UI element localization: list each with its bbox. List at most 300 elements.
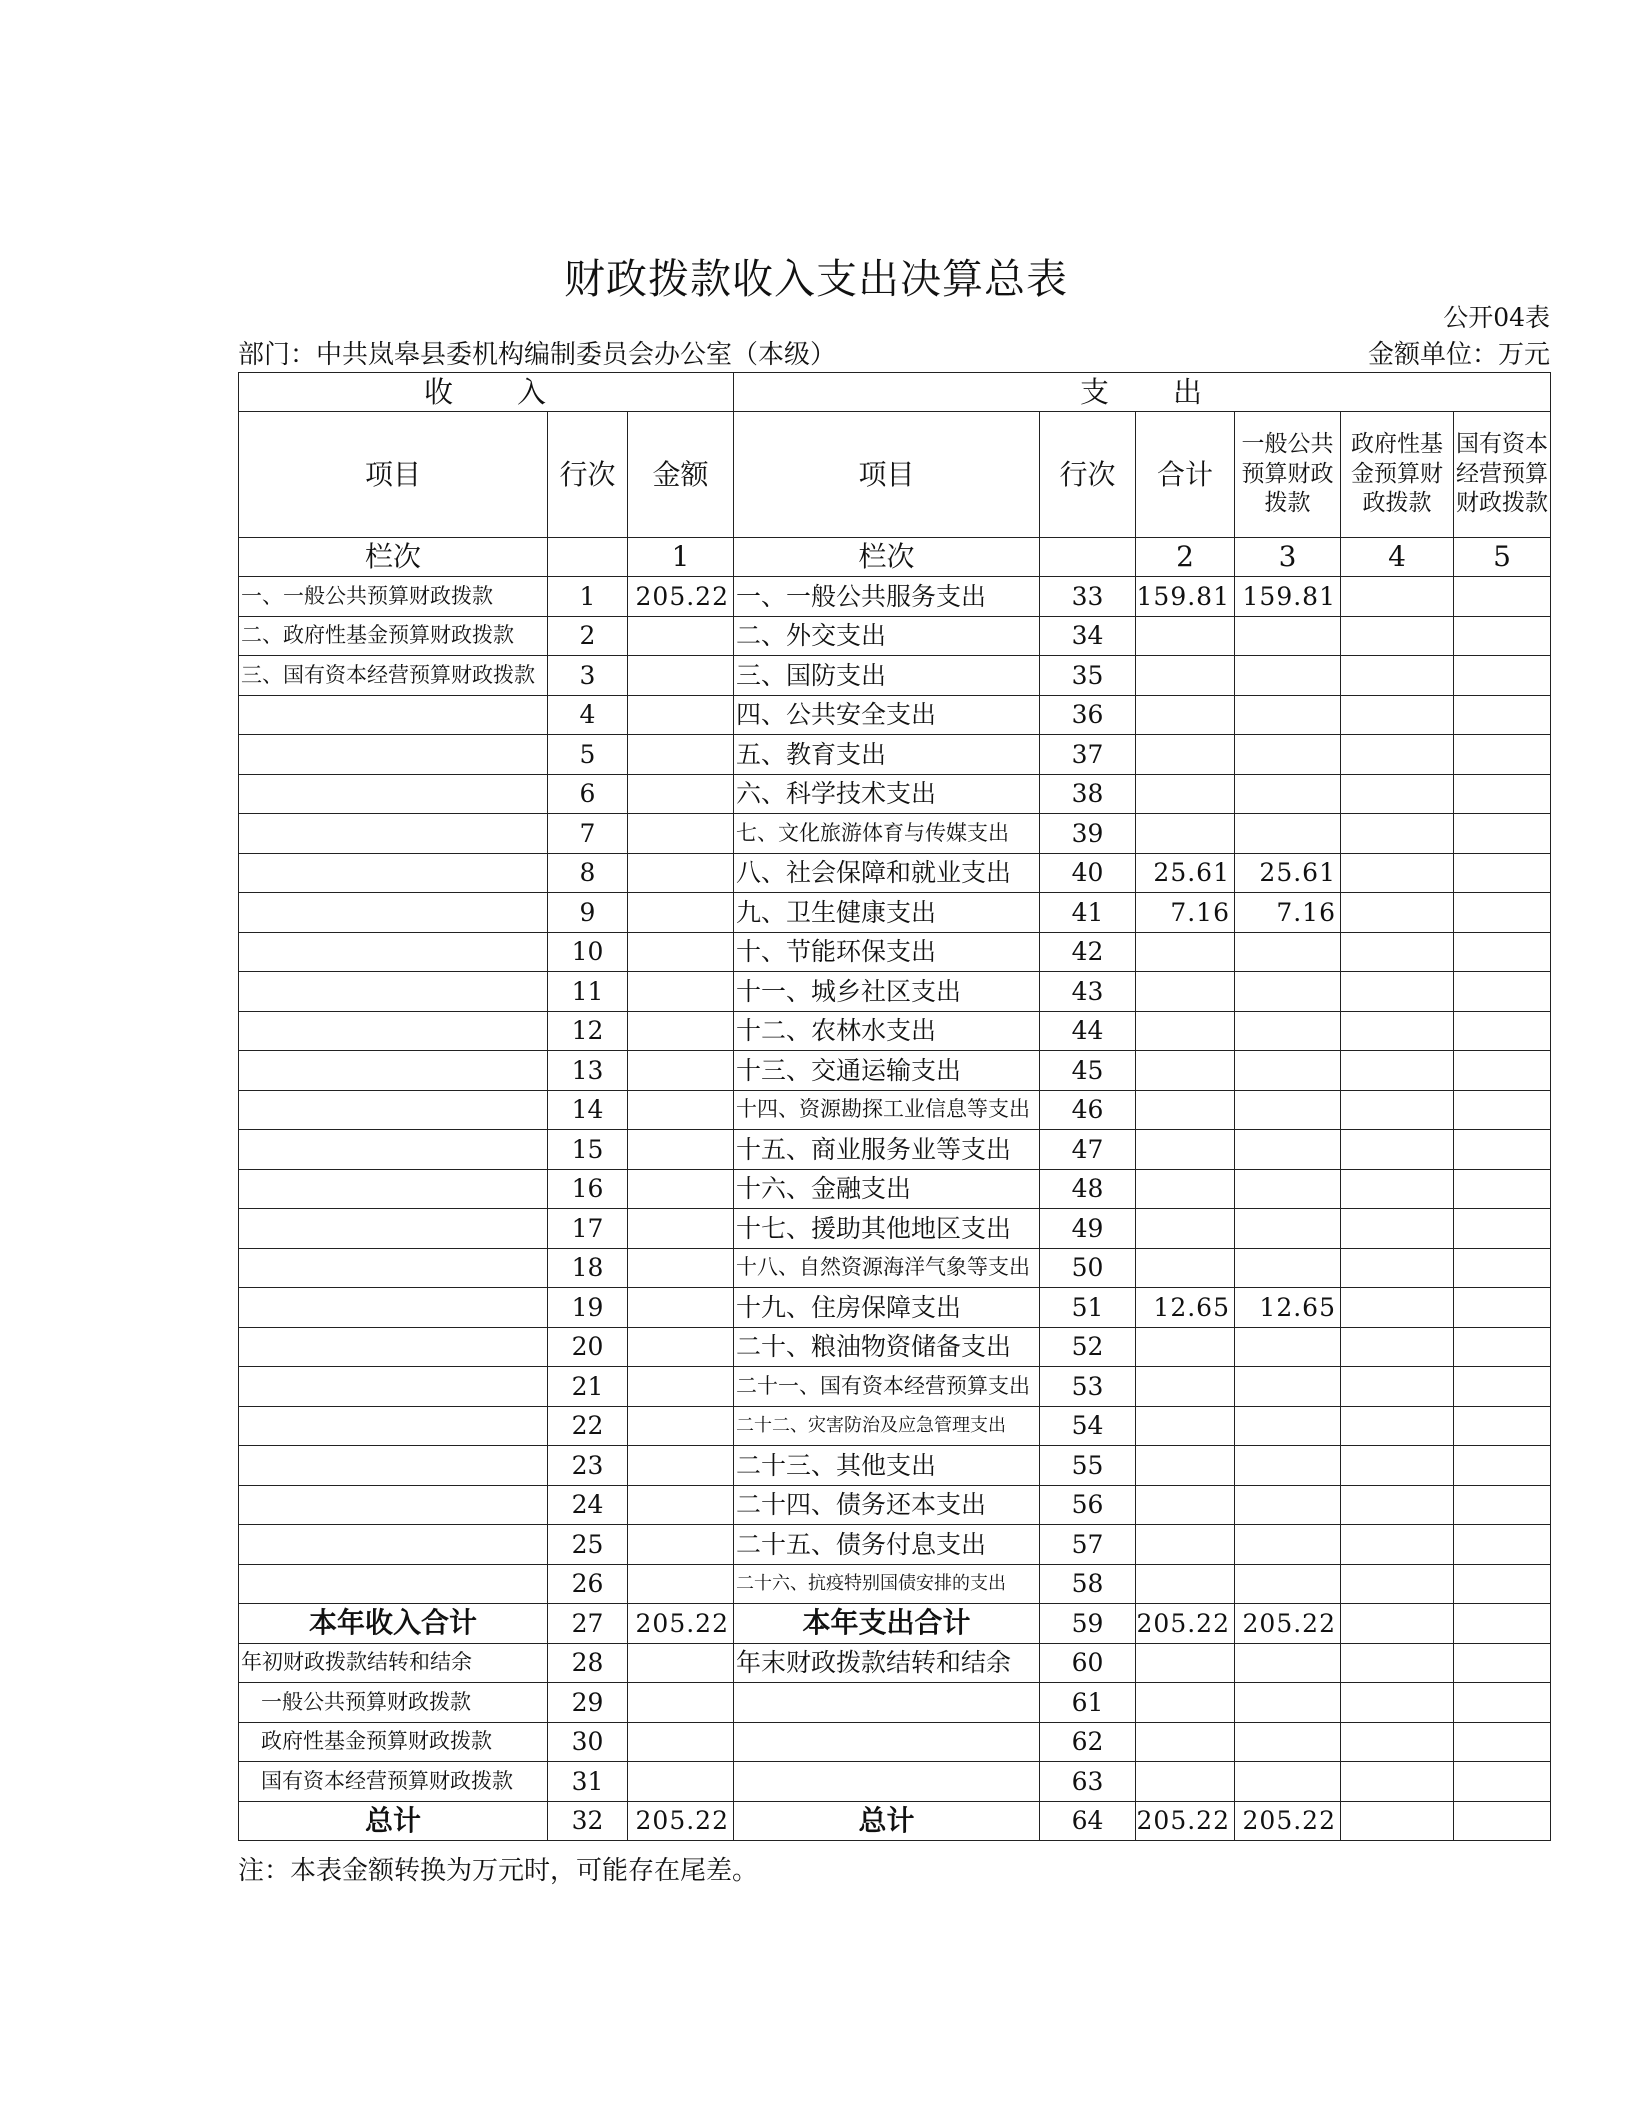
table-row bbox=[239, 1169, 1551, 1209]
table-row bbox=[239, 853, 1551, 893]
total-amount bbox=[1136, 1051, 1235, 1091]
general-budget-amount bbox=[1235, 932, 1341, 972]
income-row-no: 6 bbox=[548, 774, 628, 814]
expense-row-no: 43 bbox=[1040, 972, 1136, 1012]
expense-item: 二十三、其他支出 bbox=[734, 1446, 1040, 1486]
expense-row-no: 33 bbox=[1040, 577, 1136, 617]
expense-item: 十九、住房保障支出 bbox=[734, 1288, 1040, 1328]
income-amount bbox=[628, 1130, 734, 1170]
fund-budget-amount bbox=[1341, 1051, 1454, 1091]
income-row-no: 30 bbox=[548, 1722, 628, 1762]
income-item bbox=[239, 735, 548, 775]
total-amount bbox=[1136, 1090, 1235, 1130]
general-budget-amount bbox=[1235, 1683, 1341, 1723]
expense-item: 十七、援助其他地区支出 bbox=[734, 1209, 1040, 1249]
finance-summary-table bbox=[238, 372, 1551, 1841]
fund-budget-amount bbox=[1341, 1011, 1454, 1051]
income-row-no: 17 bbox=[548, 1209, 628, 1249]
fund-budget-amount bbox=[1341, 695, 1454, 735]
income-amount bbox=[628, 1485, 734, 1525]
income-item bbox=[239, 1051, 548, 1091]
table-row bbox=[239, 1130, 1551, 1170]
general-budget-amount bbox=[1235, 1485, 1341, 1525]
general-budget-amount bbox=[1235, 1525, 1341, 1565]
expense-row-no: 35 bbox=[1040, 656, 1136, 696]
income-amount bbox=[628, 774, 734, 814]
state-capital-amount bbox=[1454, 1446, 1551, 1486]
income-amount bbox=[628, 1327, 734, 1367]
income-row-no: 21 bbox=[548, 1367, 628, 1407]
expense-item: 十六、金融支出 bbox=[734, 1169, 1040, 1209]
state-capital-header: 国有资本经营预算财政拨款 bbox=[1454, 412, 1551, 538]
table-row bbox=[239, 1485, 1551, 1525]
expense-item: 十三、交通运输支出 bbox=[734, 1051, 1040, 1091]
general-budget-amount bbox=[1235, 1722, 1341, 1762]
report-title: 财政拨款收入支出决算总表 bbox=[564, 255, 1068, 303]
state-capital-amount bbox=[1454, 577, 1551, 617]
state-capital-amount bbox=[1454, 893, 1551, 933]
fund-budget-amount bbox=[1341, 616, 1454, 656]
income-row-no: 2 bbox=[548, 616, 628, 656]
col-index-1: 1 bbox=[628, 538, 734, 577]
expense-row-no: 54 bbox=[1040, 1406, 1136, 1446]
income-lanci-label: 栏次 bbox=[239, 538, 548, 577]
table-row bbox=[239, 1209, 1551, 1249]
expense-item: 年末财政拨款结转和结余 bbox=[734, 1643, 1040, 1683]
general-budget-amount bbox=[1235, 1248, 1341, 1288]
expense-item: 总计 bbox=[734, 1801, 1040, 1841]
table-row bbox=[239, 1604, 1551, 1644]
fund-budget-amount bbox=[1341, 1248, 1454, 1288]
table-row bbox=[239, 656, 1551, 696]
expense-item: 三、国防支出 bbox=[734, 656, 1040, 696]
income-row-no: 11 bbox=[548, 972, 628, 1012]
total-amount bbox=[1136, 814, 1235, 854]
income-amount bbox=[628, 1762, 734, 1802]
income-amount bbox=[628, 1288, 734, 1328]
income-item bbox=[239, 1327, 548, 1367]
total-amount bbox=[1136, 1248, 1235, 1288]
table-row bbox=[239, 735, 1551, 775]
income-item: 二、政府性基金预算财政拨款 bbox=[239, 616, 548, 656]
expense-row-no-header: 行次 bbox=[1040, 412, 1136, 538]
income-item bbox=[239, 1406, 548, 1446]
fund-budget-amount bbox=[1341, 853, 1454, 893]
expense-lanci-label: 栏次 bbox=[734, 538, 1040, 577]
general-budget-amount bbox=[1235, 814, 1341, 854]
total-amount bbox=[1136, 1485, 1235, 1525]
general-budget-amount bbox=[1235, 1446, 1341, 1486]
table-row bbox=[239, 1525, 1551, 1565]
state-capital-amount bbox=[1454, 1683, 1551, 1723]
fund-budget-amount bbox=[1341, 1367, 1454, 1407]
total-amount bbox=[1136, 735, 1235, 775]
income-item: 一般公共预算财政拨款 bbox=[239, 1683, 548, 1723]
expense-item: 九、卫生健康支出 bbox=[734, 893, 1040, 933]
general-budget-amount: 205.22 bbox=[1235, 1801, 1341, 1841]
table-row bbox=[239, 1288, 1551, 1328]
income-item bbox=[239, 1169, 548, 1209]
fund-budget-amount bbox=[1341, 1446, 1454, 1486]
income-item bbox=[239, 893, 548, 933]
state-capital-amount bbox=[1454, 1011, 1551, 1051]
table-row bbox=[239, 814, 1551, 854]
expense-row-no: 57 bbox=[1040, 1525, 1136, 1565]
general-budget-amount bbox=[1235, 1169, 1341, 1209]
state-capital-amount bbox=[1454, 1643, 1551, 1683]
table-row bbox=[239, 1643, 1551, 1683]
income-amount bbox=[628, 1406, 734, 1446]
fund-budget-header: 政府性基金预算财政拨款 bbox=[1341, 412, 1454, 538]
income-amount: 205.22 bbox=[628, 1604, 734, 1644]
state-capital-amount bbox=[1454, 1406, 1551, 1446]
expense-row-no: 63 bbox=[1040, 1762, 1136, 1802]
state-capital-amount bbox=[1454, 1722, 1551, 1762]
income-item bbox=[239, 853, 548, 893]
state-capital-amount bbox=[1454, 814, 1551, 854]
general-budget-amount bbox=[1235, 1762, 1341, 1802]
expense-row-no: 61 bbox=[1040, 1683, 1136, 1723]
general-budget-amount bbox=[1235, 972, 1341, 1012]
state-capital-amount bbox=[1454, 774, 1551, 814]
state-capital-amount bbox=[1454, 1604, 1551, 1644]
expense-row-no: 62 bbox=[1040, 1722, 1136, 1762]
income-amount bbox=[628, 972, 734, 1012]
income-item bbox=[239, 695, 548, 735]
expense-row-no-index bbox=[1040, 538, 1136, 577]
general-budget-amount bbox=[1235, 1090, 1341, 1130]
income-row-no: 27 bbox=[548, 1604, 628, 1644]
income-row-no: 14 bbox=[548, 1090, 628, 1130]
income-item bbox=[239, 1248, 548, 1288]
general-budget-amount: 205.22 bbox=[1235, 1604, 1341, 1644]
total-amount bbox=[1136, 1525, 1235, 1565]
income-item bbox=[239, 1525, 548, 1565]
expense-item: 二十一、国有资本经营预算支出 bbox=[734, 1367, 1040, 1407]
total-amount bbox=[1136, 1406, 1235, 1446]
state-capital-amount bbox=[1454, 1564, 1551, 1604]
income-amount bbox=[628, 1722, 734, 1762]
income-item bbox=[239, 774, 548, 814]
table-row bbox=[239, 1327, 1551, 1367]
total-amount bbox=[1136, 1722, 1235, 1762]
general-budget-amount bbox=[1235, 1209, 1341, 1249]
income-amount bbox=[628, 814, 734, 854]
general-budget-amount bbox=[1235, 1406, 1341, 1446]
expense-row-no: 53 bbox=[1040, 1367, 1136, 1407]
state-capital-amount bbox=[1454, 1525, 1551, 1565]
expense-row-no: 39 bbox=[1040, 814, 1136, 854]
income-row-no: 23 bbox=[548, 1446, 628, 1486]
income-item-header: 项目 bbox=[239, 412, 548, 538]
total-amount bbox=[1136, 1564, 1235, 1604]
income-row-no-index bbox=[548, 538, 628, 577]
general-budget-amount: 25.61 bbox=[1235, 853, 1341, 893]
expense-row-no: 40 bbox=[1040, 853, 1136, 893]
income-section-header: 收 入 bbox=[239, 373, 734, 412]
income-amount bbox=[628, 1248, 734, 1288]
income-amount bbox=[628, 1683, 734, 1723]
general-budget-amount bbox=[1235, 1051, 1341, 1091]
table-row bbox=[239, 616, 1551, 656]
total-amount bbox=[1136, 1209, 1235, 1249]
expense-row-no: 48 bbox=[1040, 1169, 1136, 1209]
income-item: 总计 bbox=[239, 1801, 548, 1841]
income-amount bbox=[628, 1169, 734, 1209]
expense-item: 本年支出合计 bbox=[734, 1604, 1040, 1644]
income-item bbox=[239, 1011, 548, 1051]
state-capital-amount bbox=[1454, 1762, 1551, 1802]
income-item bbox=[239, 1288, 548, 1328]
fund-budget-amount bbox=[1341, 1683, 1454, 1723]
department-label: 部门：中共岚皋县委机构编制委员会办公室（本级） bbox=[238, 340, 837, 370]
income-item bbox=[239, 1090, 548, 1130]
total-amount bbox=[1136, 1683, 1235, 1723]
expense-row-no: 51 bbox=[1040, 1288, 1136, 1328]
expense-item bbox=[734, 1762, 1040, 1802]
state-capital-amount bbox=[1454, 735, 1551, 775]
total-amount bbox=[1136, 1327, 1235, 1367]
general-budget-amount bbox=[1235, 1643, 1341, 1683]
income-row-no: 29 bbox=[548, 1683, 628, 1723]
general-budget-amount bbox=[1235, 695, 1341, 735]
expense-item: 一、一般公共服务支出 bbox=[734, 577, 1040, 617]
expense-item: 十二、农林水支出 bbox=[734, 1011, 1040, 1051]
income-item: 国有资本经营预算财政拨款 bbox=[239, 1762, 548, 1802]
income-item bbox=[239, 1485, 548, 1525]
col-index-4: 4 bbox=[1341, 538, 1454, 577]
expense-item: 十一、城乡社区支出 bbox=[734, 972, 1040, 1012]
fund-budget-amount bbox=[1341, 1762, 1454, 1802]
total-header: 合计 bbox=[1136, 412, 1235, 538]
income-row-no: 31 bbox=[548, 1762, 628, 1802]
state-capital-amount bbox=[1454, 1130, 1551, 1170]
state-capital-amount bbox=[1454, 972, 1551, 1012]
expense-row-no: 60 bbox=[1040, 1643, 1136, 1683]
expense-item: 二十六、抗疫特别国债安排的支出 bbox=[734, 1564, 1040, 1604]
unit-label: 金额单位：万元 bbox=[1367, 340, 1550, 370]
general-budget-amount bbox=[1235, 656, 1341, 696]
expense-row-no: 44 bbox=[1040, 1011, 1136, 1051]
income-amount bbox=[628, 1011, 734, 1051]
fund-budget-amount bbox=[1341, 1169, 1454, 1209]
income-row-no: 26 bbox=[548, 1564, 628, 1604]
income-item bbox=[239, 1130, 548, 1170]
state-capital-amount bbox=[1454, 932, 1551, 972]
state-capital-amount bbox=[1454, 656, 1551, 696]
expense-row-no: 41 bbox=[1040, 893, 1136, 933]
fund-budget-amount bbox=[1341, 656, 1454, 696]
expense-row-no: 55 bbox=[1040, 1446, 1136, 1486]
fund-budget-amount bbox=[1341, 1288, 1454, 1328]
table-row bbox=[239, 972, 1551, 1012]
expense-row-no: 50 bbox=[1040, 1248, 1136, 1288]
table-row bbox=[239, 1406, 1551, 1446]
fund-budget-amount bbox=[1341, 1090, 1454, 1130]
general-budget-amount: 159.81 bbox=[1235, 577, 1341, 617]
income-amount bbox=[628, 1564, 734, 1604]
expense-row-no: 38 bbox=[1040, 774, 1136, 814]
income-row-no: 12 bbox=[548, 1011, 628, 1051]
fund-budget-amount bbox=[1341, 577, 1454, 617]
income-row-no: 16 bbox=[548, 1169, 628, 1209]
state-capital-amount bbox=[1454, 853, 1551, 893]
fund-budget-amount bbox=[1341, 1406, 1454, 1446]
income-item bbox=[239, 1367, 548, 1407]
expense-section-header: 支 出 bbox=[734, 373, 1551, 412]
expense-row-no: 49 bbox=[1040, 1209, 1136, 1249]
total-amount bbox=[1136, 1643, 1235, 1683]
expense-row-no: 34 bbox=[1040, 616, 1136, 656]
fund-budget-amount bbox=[1341, 735, 1454, 775]
expense-item: 二十、粮油物资储备支出 bbox=[734, 1327, 1040, 1367]
fund-budget-amount bbox=[1341, 814, 1454, 854]
general-budget-amount bbox=[1235, 1011, 1341, 1051]
income-row-no: 22 bbox=[548, 1406, 628, 1446]
expense-row-no: 47 bbox=[1040, 1130, 1136, 1170]
income-row-no: 13 bbox=[548, 1051, 628, 1091]
income-item: 年初财政拨款结转和结余 bbox=[239, 1643, 548, 1683]
table-row bbox=[239, 1011, 1551, 1051]
expense-item bbox=[734, 1683, 1040, 1723]
income-amount bbox=[628, 1051, 734, 1091]
income-amount bbox=[628, 1367, 734, 1407]
expense-item: 十八、自然资源海洋气象等支出 bbox=[734, 1248, 1040, 1288]
expense-row-no: 45 bbox=[1040, 1051, 1136, 1091]
state-capital-amount bbox=[1454, 1169, 1551, 1209]
total-amount: 205.22 bbox=[1136, 1604, 1235, 1644]
general-budget-header: 一般公共预算财政拨款 bbox=[1235, 412, 1341, 538]
fund-budget-amount bbox=[1341, 932, 1454, 972]
col-index-2: 2 bbox=[1136, 538, 1235, 577]
income-row-no: 7 bbox=[548, 814, 628, 854]
table-row bbox=[239, 893, 1551, 933]
expense-item: 八、社会保障和就业支出 bbox=[734, 853, 1040, 893]
total-amount: 7.16 bbox=[1136, 893, 1235, 933]
income-amount bbox=[628, 1643, 734, 1683]
income-row-no: 25 bbox=[548, 1525, 628, 1565]
income-row-no: 32 bbox=[548, 1801, 628, 1841]
expense-row-no: 64 bbox=[1040, 1801, 1136, 1841]
expense-item: 四、公共安全支出 bbox=[734, 695, 1040, 735]
income-row-no: 15 bbox=[548, 1130, 628, 1170]
state-capital-amount bbox=[1454, 1327, 1551, 1367]
state-capital-amount bbox=[1454, 695, 1551, 735]
fund-budget-amount bbox=[1341, 1722, 1454, 1762]
income-row-no: 24 bbox=[548, 1485, 628, 1525]
form-number: 公开04表 bbox=[1443, 303, 1550, 332]
state-capital-amount bbox=[1454, 1485, 1551, 1525]
table-row bbox=[239, 1722, 1551, 1762]
state-capital-amount bbox=[1454, 1090, 1551, 1130]
income-row-no: 3 bbox=[548, 656, 628, 696]
income-row-no: 18 bbox=[548, 1248, 628, 1288]
expense-item-header: 项目 bbox=[734, 412, 1040, 538]
state-capital-amount bbox=[1454, 1801, 1551, 1841]
fund-budget-amount bbox=[1341, 774, 1454, 814]
fund-budget-amount bbox=[1341, 1327, 1454, 1367]
expense-item: 七、文化旅游体育与传媒支出 bbox=[734, 814, 1040, 854]
expense-item: 二、外交支出 bbox=[734, 616, 1040, 656]
income-item: 政府性基金预算财政拨款 bbox=[239, 1722, 548, 1762]
column-index-row bbox=[239, 538, 1551, 577]
total-amount bbox=[1136, 616, 1235, 656]
income-amount bbox=[628, 932, 734, 972]
section-header-row bbox=[239, 373, 1551, 412]
table-row bbox=[239, 1564, 1551, 1604]
expense-item: 五、教育支出 bbox=[734, 735, 1040, 775]
total-amount: 25.61 bbox=[1136, 853, 1235, 893]
table-row bbox=[239, 1248, 1551, 1288]
income-row-no: 19 bbox=[548, 1288, 628, 1328]
income-row-no: 9 bbox=[548, 893, 628, 933]
table-row bbox=[239, 1683, 1551, 1723]
expense-row-no: 59 bbox=[1040, 1604, 1136, 1644]
state-capital-amount bbox=[1454, 1248, 1551, 1288]
fund-budget-amount bbox=[1341, 1525, 1454, 1565]
general-budget-amount bbox=[1235, 1327, 1341, 1367]
income-amount bbox=[628, 616, 734, 656]
income-item bbox=[239, 1446, 548, 1486]
expense-row-no: 56 bbox=[1040, 1485, 1136, 1525]
income-amount bbox=[628, 1090, 734, 1130]
expense-item: 二十五、债务付息支出 bbox=[734, 1525, 1040, 1565]
income-item bbox=[239, 1564, 548, 1604]
income-item bbox=[239, 972, 548, 1012]
general-budget-amount bbox=[1235, 1130, 1341, 1170]
total-amount bbox=[1136, 695, 1235, 735]
total-amount bbox=[1136, 1130, 1235, 1170]
income-row-no: 20 bbox=[548, 1327, 628, 1367]
expense-item: 十五、商业服务业等支出 bbox=[734, 1130, 1040, 1170]
total-amount bbox=[1136, 656, 1235, 696]
income-amount bbox=[628, 695, 734, 735]
col-index-5: 5 bbox=[1454, 538, 1551, 577]
table-row bbox=[239, 774, 1551, 814]
expense-item: 十、节能环保支出 bbox=[734, 932, 1040, 972]
income-item: 本年收入合计 bbox=[239, 1604, 548, 1644]
fund-budget-amount bbox=[1341, 1130, 1454, 1170]
general-budget-amount bbox=[1235, 735, 1341, 775]
income-amount bbox=[628, 1525, 734, 1565]
state-capital-amount bbox=[1454, 1367, 1551, 1407]
expense-item: 十四、资源勘探工业信息等支出 bbox=[734, 1090, 1040, 1130]
state-capital-amount bbox=[1454, 1051, 1551, 1091]
total-amount: 205.22 bbox=[1136, 1801, 1235, 1841]
expense-row-no: 58 bbox=[1040, 1564, 1136, 1604]
income-row-no: 4 bbox=[548, 695, 628, 735]
fund-budget-amount bbox=[1341, 893, 1454, 933]
expense-row-no: 46 bbox=[1040, 1090, 1136, 1130]
income-item bbox=[239, 932, 548, 972]
fund-budget-amount bbox=[1341, 972, 1454, 1012]
income-row-no: 10 bbox=[548, 932, 628, 972]
expense-row-no: 37 bbox=[1040, 735, 1136, 775]
total-amount bbox=[1136, 932, 1235, 972]
income-amount: 205.22 bbox=[628, 1801, 734, 1841]
expense-row-no: 52 bbox=[1040, 1327, 1136, 1367]
income-item: 三、国有资本经营预算财政拨款 bbox=[239, 656, 548, 696]
income-row-no: 1 bbox=[548, 577, 628, 617]
total-amount: 12.65 bbox=[1136, 1288, 1235, 1328]
table-row bbox=[239, 1762, 1551, 1802]
fund-budget-amount bbox=[1341, 1643, 1454, 1683]
table-row bbox=[239, 577, 1551, 617]
expense-item bbox=[734, 1722, 1040, 1762]
fund-budget-amount bbox=[1341, 1564, 1454, 1604]
table-row bbox=[239, 1090, 1551, 1130]
income-amount: 205.22 bbox=[628, 577, 734, 617]
